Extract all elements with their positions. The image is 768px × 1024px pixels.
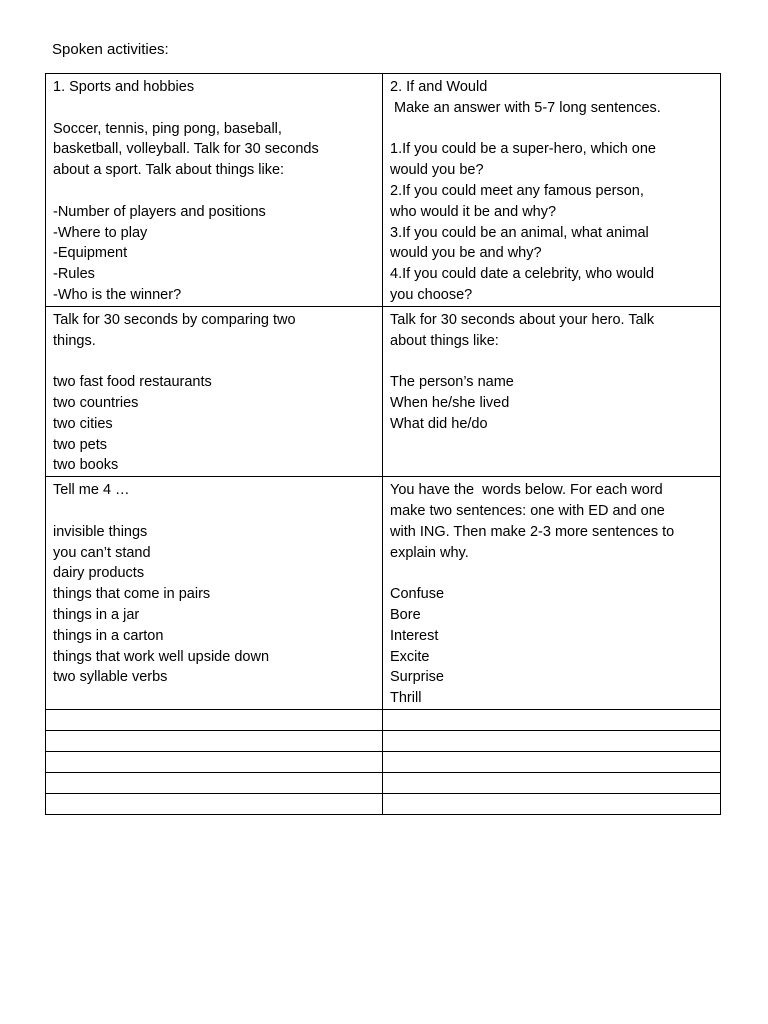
hero-item: The person’s name [390,374,514,391]
words-intro-line: with ING. Then make 2-3 more sentences to [390,523,675,540]
if-would-question-line: 3.If you could be an animal, what animal [390,224,649,241]
words-item: Confuse [390,586,445,603]
compare-item: two fast food restaurants [53,374,212,391]
activities-table [45,73,721,815]
empty-row [46,793,721,814]
compare-item: two countries [53,394,139,411]
hero-item: What did he/do [390,415,488,432]
empty-cell [383,709,721,730]
tell-me-item: dairy products [53,565,145,582]
if-would-subtitle: Make an answer with 5-7 long sentences. [390,99,661,116]
empty-cell [46,772,383,793]
empty-row [46,730,721,751]
words-item: Excite [390,648,430,665]
compare-intro-line: Talk for 30 seconds by comparing two [53,311,296,328]
sports-intro-line: basketball, volleyball. Talk for 30 seconds [53,141,319,158]
tell-me-cell [46,477,383,710]
tell-me-item: things in a jar [53,606,140,623]
sports-item: -Who is the winner? [53,286,182,303]
if-would-question-line: you choose? [390,286,473,303]
words-item: Surprise [390,669,444,686]
sports-cell [46,74,383,307]
sports-item: -Equipment [53,245,128,262]
words-intro-line: You have the words below. For each word [390,482,663,499]
empty-cell [46,751,383,772]
compare-item: two cities [53,415,113,432]
words-intro-line: explain why. [390,544,469,561]
tell-me-item: things that work well upside down [53,648,270,665]
empty-cell [46,793,383,814]
if-would-question-line: 4.If you could date a celebrity, who would [390,266,655,283]
hero-intro-line: Talk for 30 seconds about your hero. Talk [390,311,655,328]
sports-intro-line: about a sport. Talk about things like: [53,162,285,179]
tell-me-item: you can’t stand [53,544,151,561]
table-row [46,477,721,710]
if-would-question-line: who would it be and why? [390,203,557,220]
empty-cell [383,751,721,772]
words-item: Bore [390,606,421,623]
if-would-question-line: would you be? [390,162,484,179]
if-would-question-line: 2.If you could meet any famous person, [390,182,644,199]
if-would-question-line: would you be and why? [390,245,542,262]
empty-cell [383,793,721,814]
if-would-question-line: 1.If you could be a super-hero, which one [390,141,656,158]
sports-item: -Rules [53,266,95,283]
empty-cell [46,709,383,730]
compare-intro-line: things. [53,332,96,349]
tell-me-title: Tell me 4 … [53,482,130,499]
page-title: Spoken activities: [52,41,169,58]
tell-me-item: invisible things [53,523,148,540]
compare-item: two books [53,457,119,474]
sports-title: 1. Sports and hobbies [53,79,195,95]
compare-item: two pets [53,436,107,453]
tell-me-item: things that come in pairs [53,586,211,603]
empty-row [46,772,721,793]
words-item: Interest [390,627,439,644]
tell-me-item: two syllable verbs [53,669,168,686]
empty-cell [383,730,721,751]
words-cell [383,477,721,710]
sports-intro-line: Soccer, tennis, ping pong, baseball, [53,120,282,137]
tell-me-item: things in a carton [53,627,164,644]
if-would-title: 2. If and Would [390,79,488,95]
empty-row [46,751,721,772]
sports-item: -Number of players and positions [53,203,266,220]
empty-row [46,709,721,730]
table-row [46,306,721,476]
compare-cell [46,306,383,476]
empty-cell [46,730,383,751]
sports-item: -Where to play [53,224,148,241]
words-intro-line: make two sentences: one with ED and one [390,502,665,519]
words-item: Thrill [390,690,422,707]
empty-cell [383,772,721,793]
hero-cell [383,306,721,476]
if-would-cell [383,74,721,307]
hero-item: When he/she lived [390,394,510,411]
table-row [46,74,721,307]
hero-intro-line: about things like: [390,332,499,349]
